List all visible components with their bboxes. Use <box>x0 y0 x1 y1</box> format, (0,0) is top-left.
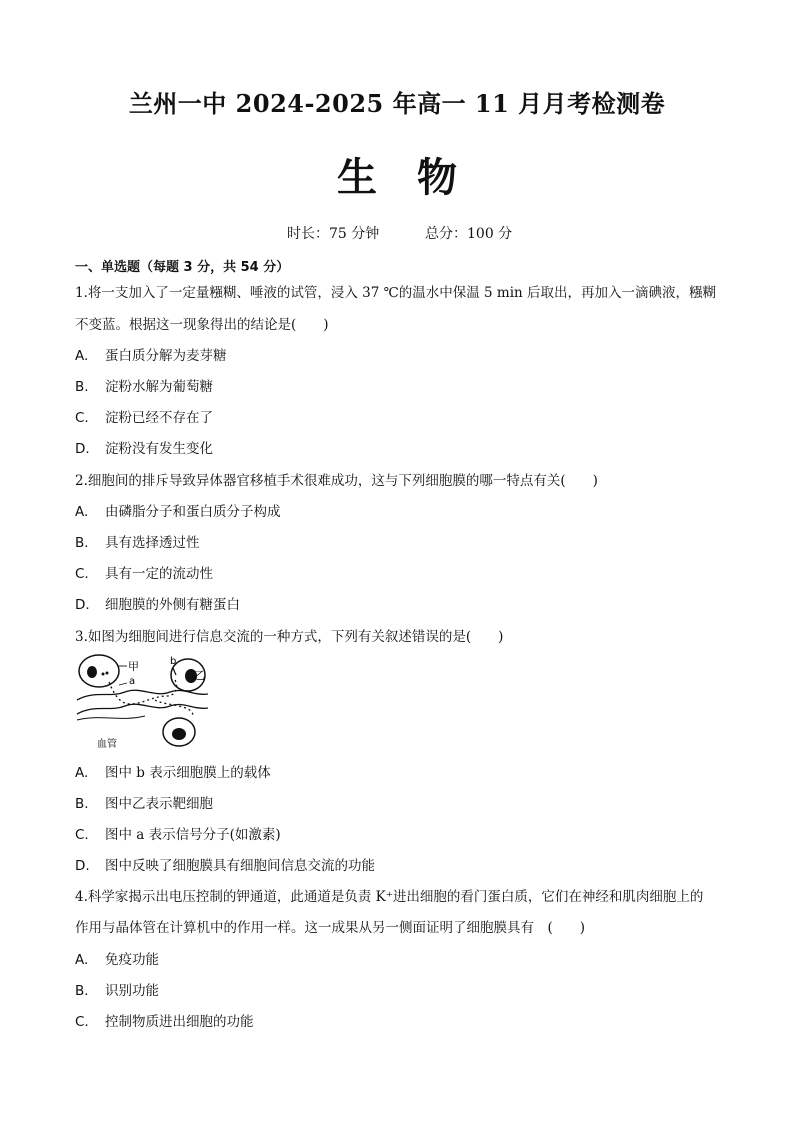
vessel-wall-outer <box>77 716 145 720</box>
question-2-line-1: 2.细胞间的排斥导致异体器官移植手术很难成功，这与下列细胞膜的哪一特点有关( ) <box>75 473 598 489</box>
exam-total-score: 总分：100 分 <box>425 226 513 242</box>
question-1-line-1: 1.将一支加入了一定量糨糊、唾液的试管，浸入 37 ℃的温水中保温 5 min 后取出，再加入一滴碘液，糨糊 <box>75 285 717 301</box>
question-1-option-b: B. 淀粉水解为葡萄糖 <box>75 379 213 395</box>
question-4-option-b: B. 识别功能 <box>75 983 159 999</box>
question-1-option-d: D. 淀粉没有发生变化 <box>75 441 213 457</box>
question-3-line-1: 3.如图为细胞间进行信息交流的一种方式，下列有关叙述错误的是( ) <box>75 629 504 645</box>
label-jia: 甲 <box>128 660 139 673</box>
question-1-option-a: A. 蛋白质分解为麦芽糖 <box>75 348 227 364</box>
question-4-line-2: 作用与晶体管在计算机中的作用一样。这一成果从另一侧面证明了细胞膜具有 ( ) <box>75 920 586 936</box>
question-1-option-c: C. 淀粉已经不存在了 <box>75 410 213 426</box>
cell-lower-nucleus <box>172 728 186 740</box>
label-yi: 乙 <box>194 669 205 682</box>
cell-signaling-diagram <box>75 652 210 750</box>
cell-jia-nucleus <box>87 666 97 678</box>
question-3-option-c: C. 图中 a 表示信号分子(如激素) <box>75 827 281 843</box>
question-4-line-1: 4.科学家揭示出电压控制的钾通道，此通道是负责 K⁺进出细胞的看门蛋白质，它们在神经和肌肉细胞上的 <box>75 889 704 905</box>
question-2-option-d: D. 细胞膜的外侧有糖蛋白 <box>75 597 240 613</box>
label-leader-a <box>119 683 127 685</box>
cell-signaling-svg <box>75 652 210 750</box>
signal-path <box>109 680 177 704</box>
question-3-option-d: D. 图中反映了细胞膜具有细胞间信息交流的功能 <box>75 858 375 874</box>
label-vessel: 血管 <box>97 739 117 750</box>
label-a: a <box>129 676 136 687</box>
question-3-option-a: A. 图中 b 表示细胞膜上的载体 <box>75 765 271 781</box>
exam-title: 兰州一中 2024-2025 年高一 11 月月考检测卷 <box>128 89 666 118</box>
exam-duration: 时长：75 分钟 <box>287 226 380 242</box>
question-4-option-a: A. 免疫功能 <box>75 952 159 968</box>
label-b: b <box>170 656 177 667</box>
question-3-option-b: B. 图中乙表示靶细胞 <box>75 796 213 812</box>
question-2-option-a: A. 由磷脂分子和蛋白质分子构成 <box>75 504 281 520</box>
question-2-option-b: B. 具有选择透过性 <box>75 535 200 551</box>
section-heading: 一、单选题（每题 3 分，共 54 分） <box>75 260 290 275</box>
signal-dot <box>106 672 109 675</box>
cell-jia <box>79 655 119 687</box>
question-4-option-c: C. 控制物质进出细胞的功能 <box>75 1014 254 1030</box>
vessel-wall-bottom <box>77 704 208 714</box>
question-1-line-2: 不变蓝。根据这一现象得出的结论是( ) <box>75 317 329 333</box>
signal-dot <box>102 673 105 676</box>
question-2-option-c: C. 具有一定的流动性 <box>75 566 213 582</box>
subject-heading: 生 物 <box>337 155 457 201</box>
